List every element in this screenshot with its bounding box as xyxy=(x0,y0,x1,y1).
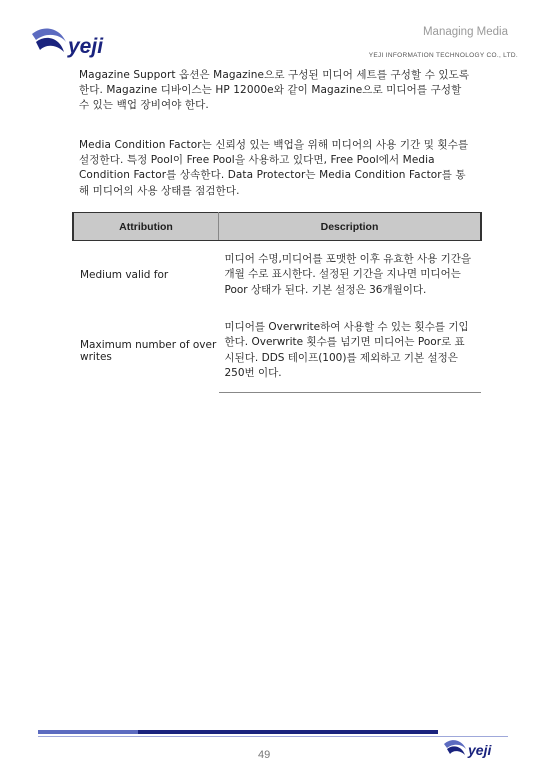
page-number: 49 xyxy=(258,749,271,761)
logo-wordmark: yeji xyxy=(468,742,492,758)
logo-wordmark: yeji xyxy=(68,35,104,58)
footer-divider-accent xyxy=(38,730,138,734)
table-row xyxy=(73,241,481,310)
paragraph-magazine-support: Magazine Support 옵션은 Magazine으로 구성된 미디어 세트를 구성할 수 있도록 한다. Magazine 디바이스는 HP 12000e와 같이 Magazine으로 미디어를 구성할 수 있는 백업 장비여야 한다. xyxy=(79,69,470,112)
logo-swoosh-icon xyxy=(32,28,66,52)
yeji-logo xyxy=(30,20,122,64)
paragraph-media-condition: Media Condition Factor는 신뢰성 있는 백업을 위해 미디어의 사용 기간 및 횟수를 설정한다. 특정 Pool이 Free Pool을 사용하고 있다면, Free Pool에서 Media Condition Factor를 상속한다. Data Protector는 Media Condition Factor를 통해 미디어의 사용 상태를 점검한다. xyxy=(79,139,469,197)
header-description: Description xyxy=(219,213,482,241)
yeji-logo-footer xyxy=(442,734,512,764)
row-description: 미디어를 Overwrite하여 사용할 수 있는 횟수를 기입한다. Overwrite 횟수를 넘기면 미디어는 Poor로 표시된다. DDS 테이프(100)를 제외하고 기본 설정은 250번 이다. xyxy=(219,309,482,393)
attribute-table xyxy=(72,212,482,393)
table-header-row xyxy=(73,213,481,241)
table-row xyxy=(73,309,481,393)
header-company: YEJI INFORMATION TECHNOLOGY CO., LTD. xyxy=(368,52,518,59)
footer-rule xyxy=(38,736,508,737)
row-description: 미디어 수명,미디어를 포맷한 이후 유효한 사용 기간을 개월 수로 표시한다. 설정된 기간을 지나면 미디어는 Poor 상태가 된다. 기본 설정은 36개월이다. xyxy=(224,252,472,296)
header-attribution: Attribution xyxy=(73,213,219,241)
logo-swoosh-icon xyxy=(444,740,466,755)
header-title: Managing Media xyxy=(422,26,508,38)
row-attribute: Medium valid for xyxy=(80,269,169,281)
row-attribute: Maximum number of over writes xyxy=(80,338,217,363)
